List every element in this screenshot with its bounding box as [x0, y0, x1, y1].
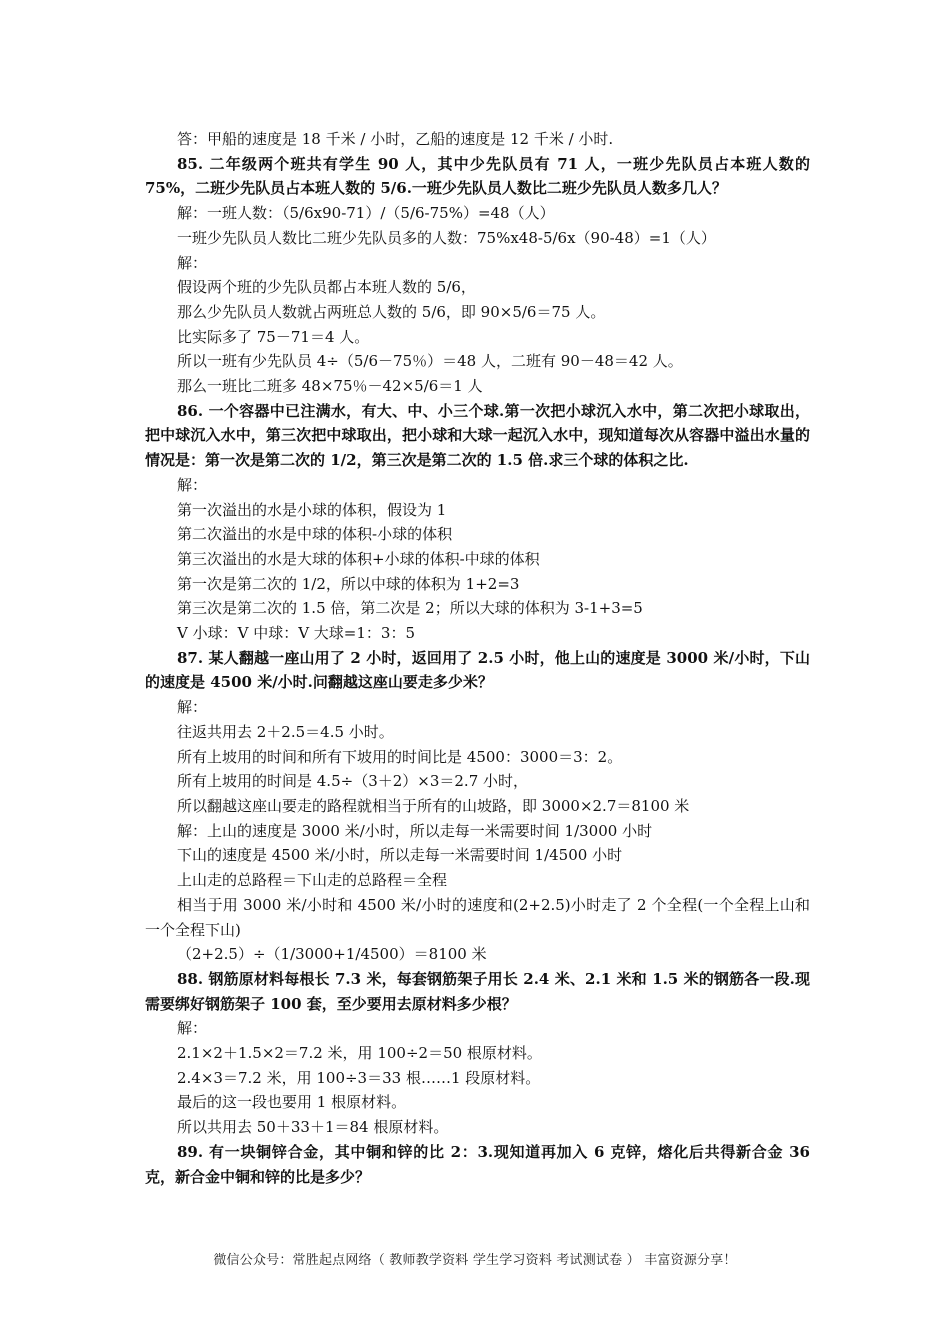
solution-line: 第二次溢出的水是中球的体积-小球的体积	[177, 525, 453, 544]
solution-line: 那么一班比二班多 48×75％－42×5/6＝1 人	[177, 377, 483, 396]
solution-line: （2+2.5）÷（1/3000+1/4500）＝8100 米	[177, 945, 487, 964]
question-paragraph: 89. 有一块铜锌合金，其中铜和锌的比 2：3.现知道再加入 6 克锌，熔化后共得新合金 36 克，新合金中铜和锌的比是多少？	[145, 1142, 810, 1186]
solution-line: 那么少先队员人数就占两班总人数的 5/6，即 90×5/6＝75 人。	[177, 302, 606, 321]
question-paragraph: 88. 钢筋原材料每根长 7.3 米，每套钢筋架子用长 2.4 米、2.1 米和 1.5 米的钢筋各一段.现需要绑好钢筋架子 100 套，至少要用去原材料多少根？	[145, 969, 810, 1013]
solution-line: 下山的速度是 4500 米/小时，所以走每一米需要时间 1/4500 小时	[177, 846, 623, 865]
question-paragraph: 87. 某人翻越一座山用了 2 小时，返回用了 2.5 小时，他上山的速度是 3000 米/小时，下山的速度是 4500 米/小时.问翻越这座山要走多少米？	[145, 648, 810, 692]
solution-line: 答：甲船的速度是 18 千米 / 小时，乙船的速度是 12 千米 / 小时.	[177, 130, 614, 148]
solution-line: 最后的这一段也要用 1 根原材料。	[177, 1093, 407, 1112]
solution-line: 第一次溢出的水是小球的体积，假设为 1	[177, 500, 447, 519]
solution-line: 假设两个班的少先队员都占本班人数的 5/6，	[177, 278, 476, 297]
solution-line: 所以共用去 50＋33＋1＝84 根原材料。	[177, 1118, 449, 1137]
solution-line: 第三次是第二次的 1.5 倍，第二次是 2；所以大球的体积为 3-1+3=5	[177, 599, 643, 618]
solution-line: 所以一班有少先队员 4÷（5/6－75％）＝48 人，二班有 90－48＝42 人。	[177, 352, 683, 371]
solution-line: 解：	[177, 475, 208, 494]
solution-line: 解：一班人数：（5/6x90-71）/（5/6-75%）=48（人）	[177, 204, 555, 223]
solution-line: 所以翻越这座山要走的路程就相当于所有的山坡路，即 3000×2.7＝8100 米	[177, 796, 690, 815]
solution-line: 所有上坡用的时间和所有下坡用的时间比是 4500：3000＝3：2。	[177, 747, 623, 766]
solution-line: 解：上山的速度是 3000 米/小时，所以走每一米需要时间 1/3000 小时	[177, 821, 653, 840]
solution-line: 第一次是第二次的 1/2，所以中球的体积为 1+2=3	[177, 574, 520, 593]
solution-line: 解：	[177, 253, 208, 272]
question-paragraph: 85. 二年级两个班共有学生 90 人，其中少先队员有 71 人，一班少先队员占本班人数的 75%，二班少先队员占本班人数的 5/6.一班少先队员人数比二班少先队员人数多几人？	[145, 154, 810, 198]
solution-line: 所有上坡用的时间是 4.5÷（3＋2）×3＝2.7 小时，	[177, 772, 529, 791]
solution-line: 比实际多了 75－71＝4 人。	[177, 327, 370, 346]
solution-line: 往返共用去 2＋2.5＝4.5 小时。	[177, 722, 394, 741]
page-footer: 微信公众号：常胜起点网络（ 教师教学资料 学生学习资料 考试测试卷 ） 丰富资源分享！	[213, 1253, 737, 1268]
solution-line: V 小球：V 中球：V 大球=1：3：5	[177, 624, 416, 643]
solution-paragraph: 相当于用 3000 米/小时和 4500 米/小时的速度和(2+2.5)小时走了 2 个全程(一个全程上山和一个全程下山)	[145, 895, 810, 939]
solution-line: 2.4×3＝7.2 米，用 100÷3＝33 根……1 段原材料。	[177, 1068, 541, 1087]
question-paragraph: 86. 一个容器中已注满水，有大、中、小三个球.第一次把小球沉入水中，第二次把小球取出，把中球沉入水中，第三次把中球取出，把小球和大球一起沉入水中，现知道每次从容器中溢出水量的情况是：第一次是第二次的 1/2，第三次是第二次的 1.5 倍.求三个球的体积之比.	[145, 401, 810, 470]
solution-line: 解：	[177, 698, 208, 717]
solution-line: 第三次溢出的水是大球的体积+小球的体积-中球的体积	[177, 549, 540, 568]
solution-line: 解：	[177, 1019, 208, 1038]
document-body	[145, 127, 810, 1189]
solution-line: 上山走的总路程＝下山走的总路程＝全程	[177, 871, 448, 890]
solution-line: 2.1×2＋1.5×2＝7.2 米，用 100÷2＝50 根原材料。	[177, 1044, 542, 1063]
solution-line: 一班少先队员人数比二班少先队员多的人数：75%x48-5/6x（90-48）=1（人）	[177, 228, 716, 247]
